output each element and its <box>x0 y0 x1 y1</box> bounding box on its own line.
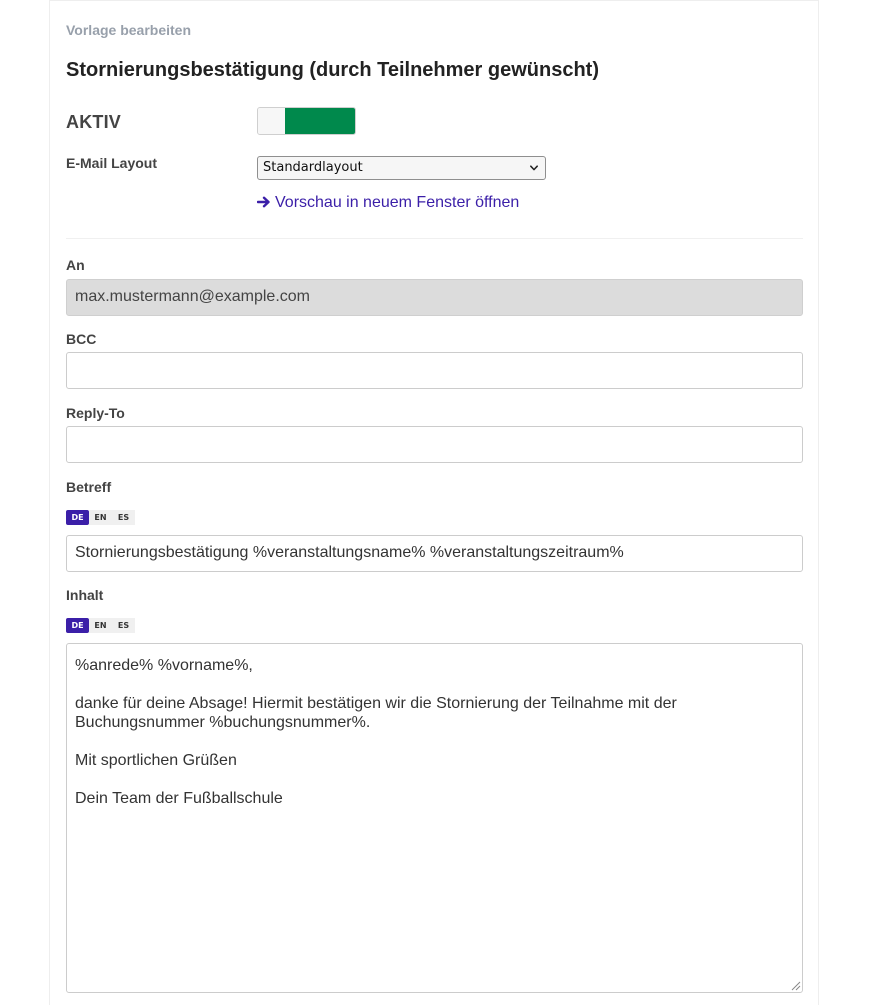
toggle-knob <box>258 108 285 134</box>
content-tab-en[interactable]: EN <box>89 618 112 633</box>
toggle-track <box>285 108 355 134</box>
content-language-tabs <box>66 618 135 633</box>
reply-to-label: Reply-To <box>66 405 125 421</box>
email-layout-select[interactable] <box>257 156 546 180</box>
subject-tab-es[interactable]: ES <box>112 510 135 525</box>
resize-grip-icon[interactable] <box>790 980 801 991</box>
breadcrumb: Vorlage bearbeiten <box>66 22 192 38</box>
bcc-field[interactable] <box>66 352 803 389</box>
status-label: AKTIV <box>66 112 121 132</box>
email-layout-label: E-Mail Layout <box>66 155 158 171</box>
content-line: %anrede% %vorname%, <box>75 657 253 674</box>
preview-link[interactable] <box>257 194 519 212</box>
content-textarea[interactable] <box>66 643 803 993</box>
preview-link-label: Vorschau in neuem Fenster öffnen <box>275 194 520 211</box>
arrow-right-icon <box>257 196 271 208</box>
email-layout-selected: Standardlayout <box>263 160 363 175</box>
active-toggle[interactable] <box>257 107 356 135</box>
to-label: An <box>66 257 85 273</box>
subject-language-tabs <box>66 510 135 525</box>
content-line: danke für deine Absage! Hiermit bestätigen wir die Stornierung der Teilnahme mit der <box>75 695 677 712</box>
subject-label: Betreff <box>66 479 112 495</box>
content-tab-es[interactable]: ES <box>112 618 135 633</box>
content-blank-line <box>75 770 794 789</box>
reply-to-field[interactable] <box>66 426 803 463</box>
content-label: Inhalt <box>66 587 104 603</box>
chevron-down-icon <box>530 164 538 172</box>
content-tab-de[interactable]: DE <box>66 618 89 633</box>
subject-tab-en[interactable]: EN <box>89 510 112 525</box>
subject-tab-de[interactable]: DE <box>66 510 89 525</box>
content-line: Buchungsnummer %buchungsnummer%. <box>75 714 371 731</box>
to-field: max.mustermann@example.com <box>66 279 803 316</box>
bcc-label: BCC <box>66 331 97 347</box>
content-line: Dein Team der Fußballschule <box>75 790 283 807</box>
section-divider <box>66 238 803 239</box>
content-line: Mit sportlichen Grüßen <box>75 752 237 769</box>
template-edit-card <box>49 0 819 1005</box>
subject-field[interactable]: Stornierungsbestätigung %veranstaltungsname% %veranstaltungszeitraum% <box>66 535 803 572</box>
page-title: Stornierungsbestätigung (durch Teilnehmer gewünscht) <box>66 59 599 81</box>
content-blank-line <box>75 675 794 694</box>
content-blank-line <box>75 732 794 751</box>
